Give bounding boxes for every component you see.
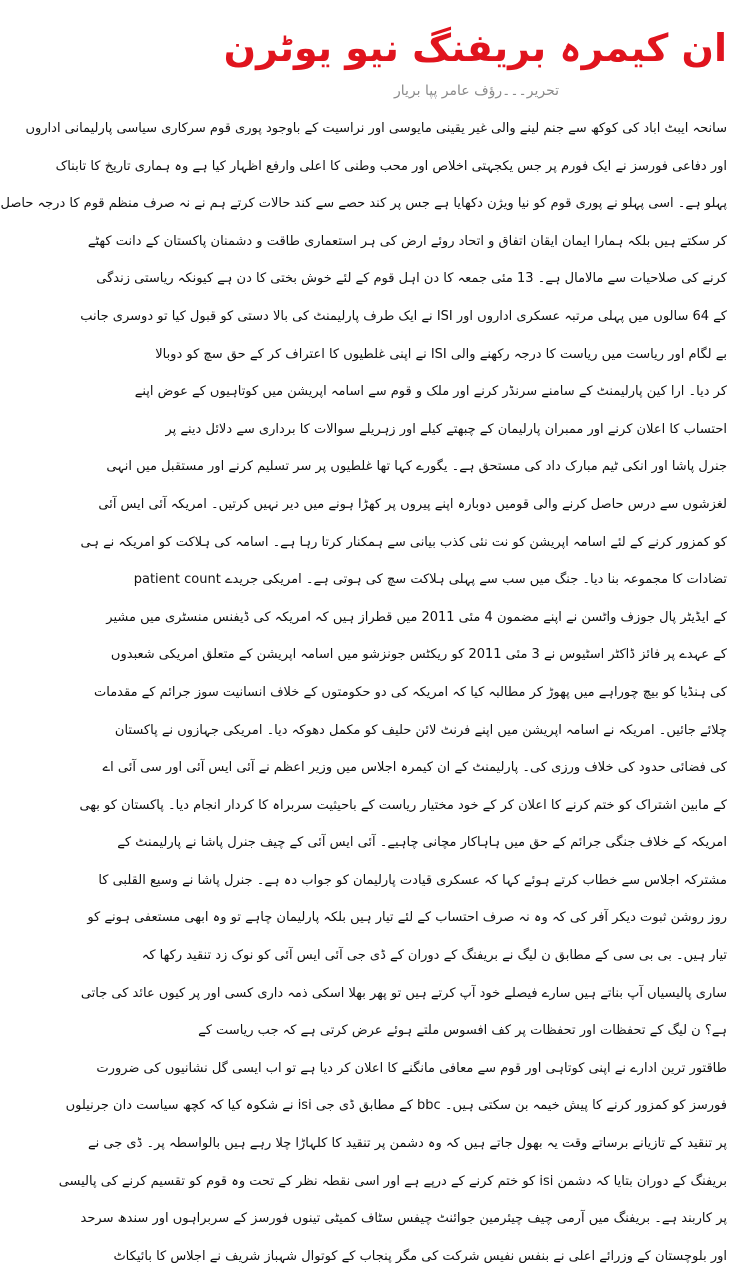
article-line: ہے؟ ن لیگ کے تحفظات اور تحفظات پر کف افسوس ملتے ہوئے عرض کرتی ہے کہ جب ریاست کے xyxy=(198,1023,727,1039)
article-line: لغزشوں سے درس حاصل کرنے والی قومیں دوبارہ اپنے پیروں پر کھڑا ہونے میں دیر نہیں کرتیں۔ امریکہ آئی ایس آئی xyxy=(98,496,727,512)
article-line: کے 64 سالوں میں پہلی مرتبہ عسکری اداروں اور ISI نے ایک طرف پارلیمنٹ کی بالا دستی کو قبول کیا تو دوسری جانب xyxy=(80,308,727,324)
article-line: پہلو ہے۔ اسی پہلو نے پوری قوم کو نیا ویژن دکھایا ہے جس پر کند حصے سے کند حالات کرتے ہم نے نہ صرف منظم قوم کا درجہ حاصل xyxy=(0,196,727,212)
article-line: طاقتور ترین ادارے نے اپنی کوتاہی اور قوم سے معافی مانگنے کا اعلان کر دیا ہے تو اب ایسی گل نشانیوں کی ضرورت xyxy=(96,1060,727,1076)
article-line: کے مابین اشتراک کو ختم کرنے کا اعلان کر کے خود مختیار ریاست کے باحیثیت سربراہ کا کردار انجام دیا۔ پاکستان کو بھی xyxy=(79,797,727,813)
article-body xyxy=(0,110,727,1275)
article-line: روز روشن ثبوت دیکر آفر کی کہ وہ نہ صرف احتساب کے لئے تیار ہیں بلکہ پارلیمان چاہے تو وہ ابھی مستعفی ہونے کو xyxy=(87,910,727,926)
article-byline: تحریر۔۔۔رؤف عامر پپا بریار xyxy=(393,83,560,99)
article-line: اور بلوچستان کے وزرائے اعلی نے بنفس نفیس شرکت کی مگر پنجاب کے کوتوال شہباز شریف نے اجلاس کا بائیکاٹ xyxy=(113,1248,727,1264)
article-line: فورسز کو کمزور کرنے کا پیش خیمہ بن سکتی ہیں۔ bbc کے مطابق ڈی جی isi نے شکوہ کیا کہ کچھ سیاست دان جرنیلوں xyxy=(65,1098,727,1114)
article-line: جنرل پاشا اور انکی ٹیم مبارک داد کی مستحق ہے۔ یگورے کہا تھا غلطیوں پر سر تسلیم کرنے اور مستقبل میں انہی xyxy=(106,459,727,475)
article-title: ان کیمرہ بریفنگ نیو یوٹرن xyxy=(223,26,727,70)
article-line: کے عہدے پر فائز ڈاکٹر اسٹیوس نے 3 مئی 2011 کو ریکٹس جونزشو میں اسامہ اپریشن کے متعلق امریکی شعبدوں xyxy=(110,647,727,663)
article-line: اور دفاعی فورسز نے ایک فورم پر جس یکجہتی اخلاص اور محب وطنی کا اعلی وارفع اظہار کیا ہے وہ ہماری تاریخ کا تابناک xyxy=(55,158,727,174)
article-line: مشترکہ اجلاس سے خطاب کرتے ہوئے کہا کہ عسکری قیادت پارلیمان کو جواب دہ ہے۔ جنرل پاشا نے وسیع القلبی کا xyxy=(98,872,727,888)
article-line: ساری پالیسیاں آپ بناتے ہیں سارے فیصلے خود آپ کرتے ہیں تو پھر بھلا اسکی ذمہ داری کسی اور پر کیوں عائد کی جاتی xyxy=(80,985,727,1001)
article-line: کر سکتے ہیں بلکہ ہمارا ایمان ایقان اتفاق و اتحاد روئے ارض کی ہر استعماری طاقت و دشمنان پاکستان کے دانت کھٹے xyxy=(87,233,727,249)
article-line: کی ہنڈیا کو بیچ چوراہے میں پھوڑ کر مطالبہ کیا کہ امریکہ کی دو حکومتوں کے خلاف انسانیت سوز جرائم کے مقدمات xyxy=(94,684,727,700)
article-line: چلائے جائیں۔ امریکہ نے اسامہ اپریشن میں اپنے فرنٹ لائن حلیف کو مکمل دھوکہ دیا۔ امریکی جہازوں نے پاکستان xyxy=(114,722,727,738)
article-line: بے لگام اور ریاست میں ریاست کا درجہ رکھنے والی ISI نے اپنی غلطیوں کا اعتراف کر کے حق سچ کو دوبالا xyxy=(155,346,727,362)
article-line: احتساب کا اعلان کرنے اور ممبران پارلیمان کے چبھتے کیلے اور زہریلے سوالات کا برداری سے دلائل دینے پر xyxy=(165,421,727,437)
article-line: بریفنگ کے دوران بتایا کہ دشمن isi کو ختم کرنے کے درپے ہے اور اسی نقطہ نظر کے تحت وہ قوم کو تقسیم کرنے کی پالیسی xyxy=(58,1173,727,1189)
article-line: کے ایڈیٹر پال جوزف واٹسن نے اپنے مضمون 4 مئی 2011 میں قطراز ہیں کہ امریکہ کی ڈیفنس منسٹری میں مشیر xyxy=(106,609,727,625)
article-line: امریکہ کے خلاف جنگی جرائم کے حق میں ہاہاکار مچانی چاہیے۔ آئی ایس آئی کے چیف جنرل پاشا نے پارلیمنٹ کے xyxy=(117,835,727,851)
article-line: کر دیا۔ ارا کین پارلیمنٹ کے سامنے سرنڈر کرنے اور ملک و قوم سے اسامہ اپریشن میں کوتاہیوں کے عوض اپنے xyxy=(134,384,727,400)
article-line: پر کاربند ہے۔ بریفنگ میں آرمی چیف چیئرمین جوائنٹ چیفس سٹاف کمیٹی تینوں فورسز کے سربراہوں اور سندھ سرحد xyxy=(80,1211,727,1227)
article-line: کو کمزور کرنے کے لئے اسامہ اپریشن کو نت نئی کذب بیانی سے ہمکنار کرتا رہا ہے۔ اسامہ کی ہلاکت کو امریکہ نے ہی xyxy=(80,534,727,550)
article-line: تضادات کا مجموعہ بنا دیا۔ جنگ میں سب سے پہلی ہلاکت سچ کی ہوتی ہے۔ امریکی جریدے patient count xyxy=(133,572,727,588)
article-line: پر تنقید کے تازیانے برساتے وقت یہ بھول جاتے ہیں کہ وہ دشمن پر تنقید کا کلہاڑا چلا رہے ہیں بالواسطہ پر۔ ڈی جی نے xyxy=(88,1136,727,1152)
article-line: کی فضائی حدود کی خلاف ورزی کی۔ پارلیمنٹ کے ان کیمرہ اجلاس میں وزیر اعظم نے آئی ایس آئی اور سی آئی اے xyxy=(102,760,727,776)
article-line: تیار ہیں۔ بی بی سی کے مطابق ن لیگ نے بریفنگ کے دوران کے ڈی جی آئی ایس آئی کو نوک زد تنقید رکھا کہ xyxy=(141,948,727,964)
article-line: کرنے کی صلاحیات سے مالامال ہے۔ 13 مئی جمعہ کا دن اہل قوم کے لئے خوش بختی کا دن ہے کیونکہ ریاستی زندگی xyxy=(96,271,727,287)
article-line: سانحہ ایبٹ اباد کی کوکھ سے جنم لینے والی غیر یقینی مایوسی اور نراسیت کے باوجود پوری قوم سرکاری سیاسی پارلیمانی اداروں xyxy=(25,121,727,136)
